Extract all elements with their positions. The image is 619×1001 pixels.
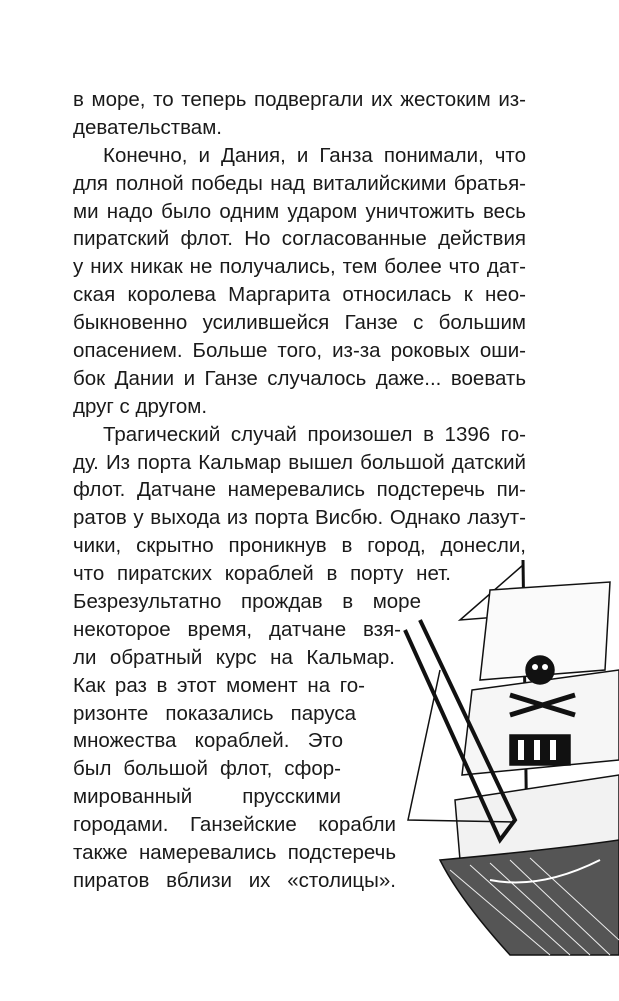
text-line: Конечно, и Дания, и Ганза понимали, что bbox=[103, 143, 526, 167]
text-line: в море, то теперь подвергали их жестоким из- bbox=[73, 88, 526, 111]
text-line: пиратов вблизи их «столицы». bbox=[73, 868, 396, 892]
text-line: флот. Датчане намеревались подстеречь пи- bbox=[73, 478, 526, 502]
skull-icon bbox=[526, 656, 554, 684]
text-line: опасением. Больше того, из-за роковых оши- bbox=[73, 339, 526, 363]
text-line: у них никак не получались, тем более что дат- bbox=[73, 255, 526, 279]
text-line: также намеревались подстеречь bbox=[73, 841, 396, 865]
text-line: что пиратских кораблей в порту нет. bbox=[73, 562, 451, 586]
text-line: мированный прусскими bbox=[73, 785, 341, 809]
text-line: девательствам. bbox=[73, 115, 222, 139]
text-line: городами. Ганзейские корабли bbox=[73, 813, 396, 837]
text-line: множества кораблей. Это bbox=[73, 729, 343, 753]
text-line: был большой флот, сфор- bbox=[73, 757, 341, 781]
text-line: пиратский флот. Но согласованные действия bbox=[73, 227, 526, 251]
text-line: для полной победы над виталийскими братья- bbox=[73, 171, 526, 195]
text-line: друг с другом. bbox=[73, 394, 208, 418]
text-line: быкновенно усилившейся Ганзе с большим bbox=[73, 311, 526, 335]
text-line: Безрезультатно прождав в море bbox=[73, 590, 421, 614]
text-line: ризонте показались паруса bbox=[73, 701, 356, 725]
text-line: ратов у выхода из порта Висбю. Однако лазут- bbox=[73, 506, 526, 530]
text-line: бок Дании и Ганзе случалось даже... воевать bbox=[73, 366, 526, 390]
text-line: Трагический случай произошел в 1396 го- bbox=[103, 422, 526, 446]
text-line: ду. Из порта Кальмар вышел большой датский bbox=[73, 450, 526, 474]
text-line: ская королева Маргарита относилась к нео- bbox=[73, 283, 526, 307]
text-line: чики, скрытно проникнув в город, донесли, bbox=[73, 534, 526, 558]
text-line: Как раз в этот момент на го- bbox=[73, 673, 365, 697]
text-line: ми надо было одним ударом уничтожить весь bbox=[73, 199, 526, 223]
text-line: ли обратный курс на Кальмар. bbox=[73, 645, 395, 669]
text-line: некоторое время, датчане взя- bbox=[73, 617, 401, 641]
pirate-ship-illustration bbox=[400, 560, 619, 960]
